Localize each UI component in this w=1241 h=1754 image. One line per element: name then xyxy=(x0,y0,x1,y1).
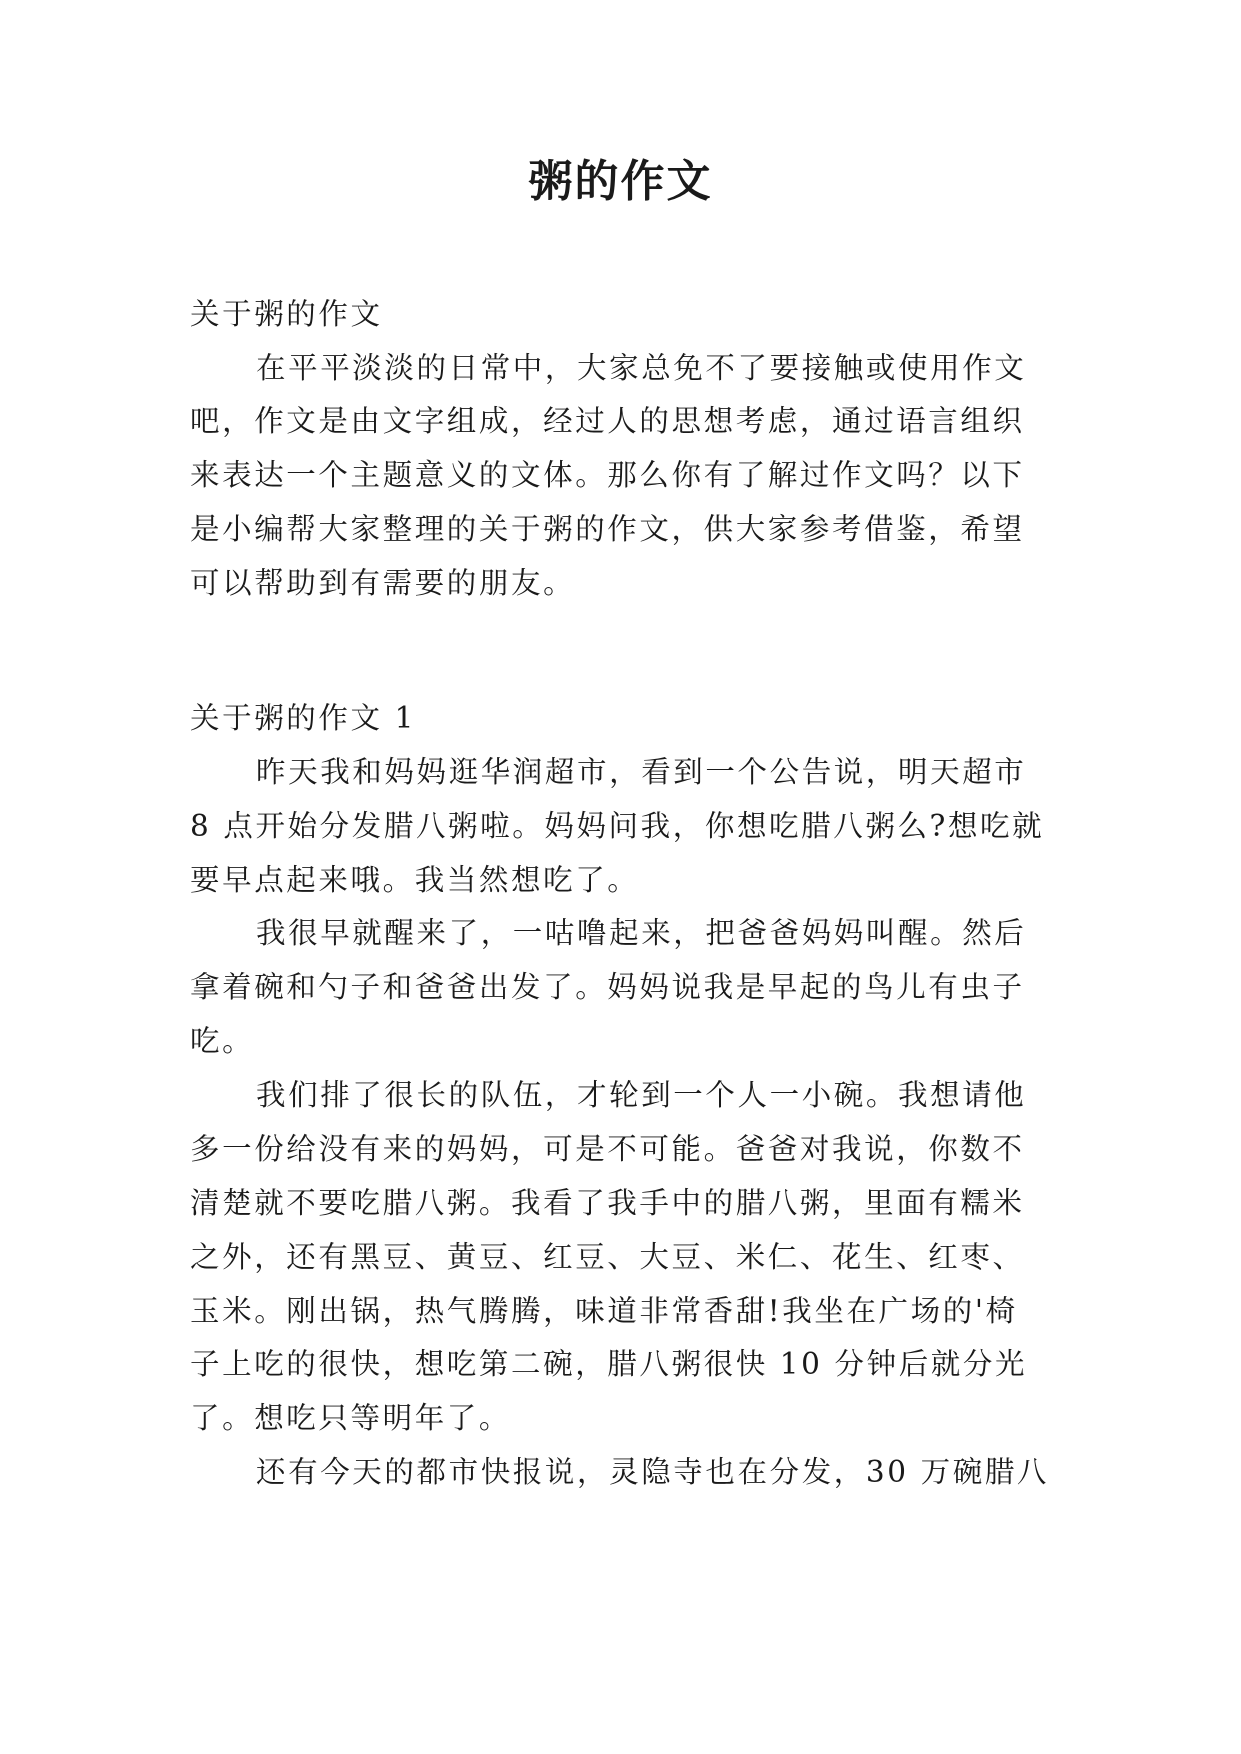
paragraph-line: 我很早就醒来了，一咕噜起来，把爸爸妈妈叫醒。然后 xyxy=(256,916,1027,950)
paragraph-line: 8 点开始分发腊八粥啦。妈妈问我，你想吃腊八粥么?想吃就 xyxy=(190,809,1045,843)
paragraph-line: 昨天我和妈妈逛华润超市，看到一个公告说，明天超市 xyxy=(256,755,1027,789)
paragraph-line: 吃。 xyxy=(190,1024,255,1058)
paragraph-line: 玉米。刚出锅，热气腾腾，味道非常香甜!我坐在广场的'椅 xyxy=(190,1294,1018,1328)
paragraph-line: 之外，还有黑豆、黄豆、红豆、大豆、米仁、花生、红枣、 xyxy=(190,1240,1025,1274)
paragraph-line: 多一份给没有来的妈妈，可是不可能。爸爸对我说，你数不 xyxy=(190,1132,1025,1166)
paragraph-line: 在平平淡淡的日常中，大家总免不了要接触或使用作文 xyxy=(256,351,1027,385)
paragraph-line: 清楚就不要吃腊八粥。我看了我手中的腊八粥，里面有糯米 xyxy=(190,1186,1025,1220)
paragraph-line: 我们排了很长的队伍，才轮到一个人一小碗。我想请他 xyxy=(256,1078,1027,1112)
section-heading: 关于粥的作文 1 xyxy=(190,701,416,735)
paragraph-line: 来表达一个主题意义的文体。那么你有了解过作文吗？以下 xyxy=(190,458,1025,492)
paragraph-line: 要早点起来哦。我当然想吃了。 xyxy=(190,863,640,897)
paragraph-line: 是小编帮大家整理的关于粥的作文，供大家参考借鉴，希望 xyxy=(190,512,1025,546)
paragraph-line: 了。想吃只等明年了。 xyxy=(190,1401,512,1435)
document-title: 粥的作文 xyxy=(528,156,713,207)
paragraph-line: 吧，作文是由文字组成，经过人的思想考虑，通过语言组织 xyxy=(190,404,1025,438)
paragraph-line: 子上吃的很快，想吃第二碗，腊八粥很快 10 分钟后就分光 xyxy=(190,1347,1028,1381)
paragraph-line: 可以帮助到有需要的朋友。 xyxy=(190,566,576,600)
section-heading: 关于粥的作文 xyxy=(190,297,383,331)
paragraph-line: 还有今天的都市快报说，灵隐寺也在分发，30 万碗腊八 xyxy=(256,1455,1050,1489)
paragraph-line: 拿着碗和勺子和爸爸出发了。妈妈说我是早起的鸟儿有虫子 xyxy=(190,970,1025,1004)
